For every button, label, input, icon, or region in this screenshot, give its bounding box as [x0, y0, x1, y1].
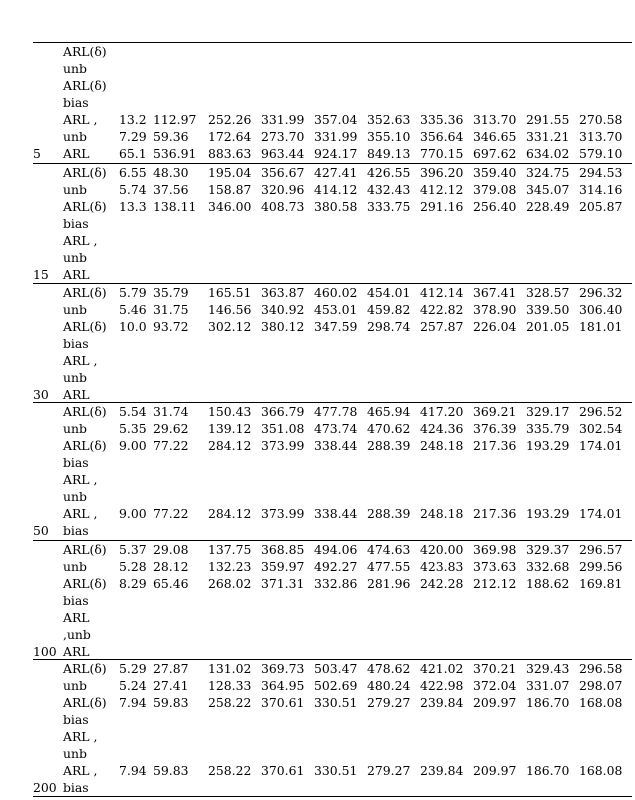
table-cell: 252.26 — [208, 112, 252, 127]
table-cell: 306.40 — [579, 302, 623, 317]
row-label: ARL(δ) — [63, 695, 107, 710]
table-cell: 412.12 — [420, 182, 464, 197]
table-cell: 193.29 — [526, 438, 570, 453]
table-cell: 963.44 — [261, 146, 305, 161]
table-cell: 37.56 — [153, 182, 189, 197]
table-cell: 209.97 — [473, 695, 517, 710]
table-cell: 13.3 — [119, 199, 147, 214]
table-cell: 368.85 — [261, 542, 305, 557]
table-cell: 299.56 — [579, 559, 623, 574]
table-cell: 256.40 — [473, 199, 517, 214]
row-label: unb — [63, 489, 87, 504]
row-label: bias — [63, 523, 89, 538]
table-cell: 93.72 — [153, 319, 189, 334]
row-label: ARL , — [63, 233, 98, 248]
table-cell: 217.36 — [473, 506, 517, 521]
table-cell: 174.01 — [579, 438, 623, 453]
table-cell: 77.22 — [153, 438, 189, 453]
row-label: unb — [63, 559, 87, 574]
table-cell: 5.54 — [119, 404, 147, 419]
row-label: ARL(δ) — [63, 542, 107, 557]
table-cell: 335.79 — [526, 421, 570, 436]
table-cell: 369.21 — [473, 404, 517, 419]
table-cell: 480.24 — [367, 678, 411, 693]
table-cell: 9.00 — [119, 438, 147, 453]
table-cell: 302.12 — [208, 319, 252, 334]
table-cell: 9.00 — [119, 506, 147, 521]
table-cell: 477.55 — [367, 559, 411, 574]
table-cell: 359.40 — [473, 165, 517, 180]
table-cell: 345.07 — [526, 182, 570, 197]
table-cell: 331.21 — [526, 129, 570, 144]
table-cell: 65.46 — [153, 576, 189, 591]
row-label: ARL(δ) — [63, 576, 107, 591]
table-cell: 248.18 — [420, 506, 464, 521]
table-cell: 158.87 — [208, 182, 252, 197]
table-cell: 59.83 — [153, 763, 189, 778]
table-cell: 28.12 — [153, 559, 189, 574]
table-cell: 5.37 — [119, 542, 147, 557]
table-cell: 273.70 — [261, 129, 305, 144]
table-cell: 8.29 — [119, 576, 147, 591]
table-cell: 338.44 — [314, 438, 358, 453]
table-cell: 195.04 — [208, 165, 252, 180]
table-cell: 279.27 — [367, 763, 411, 778]
table-cell: 329.43 — [526, 661, 570, 676]
table-cell: 138.11 — [153, 199, 197, 214]
table-cell: 168.08 — [579, 763, 623, 778]
group-divider — [33, 540, 632, 541]
table-cell: 65.1 — [119, 146, 147, 161]
row-label: ARL(δ) — [63, 78, 107, 93]
table-cell: 186.70 — [526, 763, 570, 778]
table-cell: 396.20 — [420, 165, 464, 180]
table-cell: 168.08 — [579, 695, 623, 710]
table-cell: 770.15 — [420, 146, 464, 161]
row-label: ARL(δ) — [63, 285, 107, 300]
table-cell: 432.43 — [367, 182, 411, 197]
table-cell: 193.29 — [526, 506, 570, 521]
table-cell: 356.67 — [261, 165, 305, 180]
table-cell: 357.04 — [314, 112, 358, 127]
row-label: ARL(δ) — [63, 438, 107, 453]
table-cell: 634.02 — [526, 146, 570, 161]
row-label: ARL , — [63, 472, 98, 487]
table-cell: 502.69 — [314, 678, 358, 693]
table-cell: 284.12 — [208, 438, 252, 453]
row-label: unb — [63, 250, 87, 265]
table-cell: 279.27 — [367, 695, 411, 710]
row-label: ARL(δ) — [63, 199, 107, 214]
row-label: bias — [63, 216, 89, 231]
table-cell: 370.61 — [261, 763, 305, 778]
table-cell: 284.12 — [208, 506, 252, 521]
sample-size-label: 15 — [33, 267, 49, 282]
row-label: unb — [63, 746, 87, 761]
table-cell: 373.99 — [261, 438, 305, 453]
table-cell: 371.31 — [261, 576, 305, 591]
table-cell: 112.97 — [153, 112, 197, 127]
table-cell: 7.94 — [119, 763, 147, 778]
table-cell: 5.24 — [119, 678, 147, 693]
table-cell: 346.65 — [473, 129, 517, 144]
row-label: ARL — [63, 146, 90, 161]
table-cell: 477.78 — [314, 404, 358, 419]
table-cell: 5.28 — [119, 559, 147, 574]
row-label: bias — [63, 712, 89, 727]
row-label: bias — [63, 336, 89, 351]
table-cell: 226.04 — [473, 319, 517, 334]
table-cell: 217.36 — [473, 438, 517, 453]
table-cell: 5.74 — [119, 182, 147, 197]
table-cell: 27.87 — [153, 661, 189, 676]
table-cell: 288.39 — [367, 438, 411, 453]
row-label: ARL — [63, 610, 90, 625]
table-cell: 459.82 — [367, 302, 411, 317]
table-cell: 503.47 — [314, 661, 358, 676]
table-cell: 5.46 — [119, 302, 147, 317]
table-cell: 320.96 — [261, 182, 305, 197]
table-cell: 421.02 — [420, 661, 464, 676]
table-cell: 6.55 — [119, 165, 147, 180]
group-divider — [33, 42, 632, 43]
table-cell: 5.35 — [119, 421, 147, 436]
table-cell: 924.17 — [314, 146, 358, 161]
table-cell: 380.12 — [261, 319, 305, 334]
row-label: ARL(δ) — [63, 44, 107, 59]
table-cell: 281.96 — [367, 576, 411, 591]
table-cell: 697.62 — [473, 146, 517, 161]
table-cell: 10.0 — [119, 319, 147, 334]
table-cell: 291.16 — [420, 199, 464, 214]
table-cell: 417.20 — [420, 404, 464, 419]
table-cell: 332.68 — [526, 559, 570, 574]
table-cell: 355.10 — [367, 129, 411, 144]
table-cell: 408.73 — [261, 199, 305, 214]
table-cell: 258.22 — [208, 763, 252, 778]
table-cell: 453.01 — [314, 302, 358, 317]
table-cell: 412.14 — [420, 285, 464, 300]
row-label: ARL — [63, 267, 90, 282]
table-cell: 460.02 — [314, 285, 358, 300]
table-cell: 201.05 — [526, 319, 570, 334]
table-cell: 205.87 — [579, 199, 623, 214]
table-cell: 165.51 — [208, 285, 252, 300]
group-divider — [33, 163, 632, 164]
table-cell: 378.90 — [473, 302, 517, 317]
table-cell: 302.54 — [579, 421, 623, 436]
row-label: unb — [63, 129, 87, 144]
row-label: unb — [63, 370, 87, 385]
table-cell: 473.74 — [314, 421, 358, 436]
table-cell: 331.99 — [261, 112, 305, 127]
table-cell: 27.41 — [153, 678, 189, 693]
table-cell: 174.01 — [579, 506, 623, 521]
table-cell: 314.16 — [579, 182, 623, 197]
row-label: unb — [63, 182, 87, 197]
table-cell: 35.79 — [153, 285, 189, 300]
table-cell: 328.57 — [526, 285, 570, 300]
table-cell: 59.83 — [153, 695, 189, 710]
table-cell: 426.55 — [367, 165, 411, 180]
table-cell: 181.01 — [579, 319, 623, 334]
table-cell: 422.82 — [420, 302, 464, 317]
group-divider — [33, 659, 632, 660]
table-cell: 294.53 — [579, 165, 623, 180]
table-cell: 239.84 — [420, 763, 464, 778]
table-cell: 335.36 — [420, 112, 464, 127]
sample-size-label: 30 — [33, 387, 49, 402]
row-label: ARL(δ) — [63, 319, 107, 334]
table-cell: 258.22 — [208, 695, 252, 710]
table-cell: 270.58 — [579, 112, 623, 127]
table-cell: 351.08 — [261, 421, 305, 436]
table-cell: 370.21 — [473, 661, 517, 676]
table-cell: 150.43 — [208, 404, 252, 419]
table-cell: 352.63 — [367, 112, 411, 127]
table-cell: 369.73 — [261, 661, 305, 676]
table-cell: 370.61 — [261, 695, 305, 710]
table-cell: 379.08 — [473, 182, 517, 197]
table-cell: 7.94 — [119, 695, 147, 710]
row-label: ARL , — [63, 763, 98, 778]
table-cell: 298.74 — [367, 319, 411, 334]
sample-size-label: 200 — [33, 780, 57, 795]
table-cell: 31.74 — [153, 404, 189, 419]
table-cell: 131.02 — [208, 661, 252, 676]
table-cell: 329.37 — [526, 542, 570, 557]
table-cell: 373.63 — [473, 559, 517, 574]
table-cell: 29.62 — [153, 421, 189, 436]
table-cell: 579.10 — [579, 146, 623, 161]
table-cell: 288.39 — [367, 506, 411, 521]
row-label: unb — [63, 421, 87, 436]
table-cell: 331.07 — [526, 678, 570, 693]
table-cell: 291.55 — [526, 112, 570, 127]
table-cell: 373.99 — [261, 506, 305, 521]
table-cell: 376.39 — [473, 421, 517, 436]
table-cell: 422.98 — [420, 678, 464, 693]
table-cell: 367.41 — [473, 285, 517, 300]
table-cell: 324.75 — [526, 165, 570, 180]
table-cell: 470.62 — [367, 421, 411, 436]
table-cell: 296.57 — [579, 542, 623, 557]
table-cell: 212.12 — [473, 576, 517, 591]
table-cell: 424.36 — [420, 421, 464, 436]
table-cell: 186.70 — [526, 695, 570, 710]
table-cell: 228.49 — [526, 199, 570, 214]
sample-size-label: 50 — [33, 523, 49, 538]
table-cell: 883.63 — [208, 146, 252, 161]
row-label: ARL(δ) — [63, 404, 107, 419]
table-cell: 363.87 — [261, 285, 305, 300]
table-cell: 380.58 — [314, 199, 358, 214]
table-cell: 420.00 — [420, 542, 464, 557]
table-cell: 29.08 — [153, 542, 189, 557]
row-label: ARL — [63, 387, 90, 402]
table-cell: 132.23 — [208, 559, 252, 574]
table-cell: 339.50 — [526, 302, 570, 317]
row-label: unb — [63, 61, 87, 76]
table-cell: 849.13 — [367, 146, 411, 161]
group-divider — [33, 283, 632, 284]
table-cell: 298.07 — [579, 678, 623, 693]
table-cell: 313.70 — [473, 112, 517, 127]
table-cell: 268.02 — [208, 576, 252, 591]
table-cell: 146.56 — [208, 302, 252, 317]
row-label: ARL , — [63, 729, 98, 744]
table-cell: 474.63 — [367, 542, 411, 557]
table-cell: 372.04 — [473, 678, 517, 693]
table-cell: 366.79 — [261, 404, 305, 419]
table-cell: 356.64 — [420, 129, 464, 144]
table-cell: 137.75 — [208, 542, 252, 557]
table-cell: 248.18 — [420, 438, 464, 453]
sample-size-label: 5 — [33, 146, 41, 161]
table-cell: 346.00 — [208, 199, 252, 214]
table-cell: 338.44 — [314, 506, 358, 521]
table-bottom-rule — [33, 796, 632, 797]
table-cell: 329.17 — [526, 404, 570, 419]
row-label: bias — [63, 455, 89, 470]
table-cell: 492.27 — [314, 559, 358, 574]
table-cell: 347.59 — [314, 319, 358, 334]
table-cell: 465.94 — [367, 404, 411, 419]
table-cell: 369.98 — [473, 542, 517, 557]
table-cell: 494.06 — [314, 542, 358, 557]
row-label: ARL(δ) — [63, 661, 107, 676]
table-cell: 172.64 — [208, 129, 252, 144]
table-cell: 209.97 — [473, 763, 517, 778]
table-cell: 296.32 — [579, 285, 623, 300]
table-cell: 296.58 — [579, 661, 623, 676]
table-cell: 13.2 — [119, 112, 147, 127]
row-label: ARL , — [63, 506, 98, 521]
table-cell: 331.99 — [314, 129, 358, 144]
table-cell: 188.62 — [526, 576, 570, 591]
table-cell: 454.01 — [367, 285, 411, 300]
row-label: ARL — [63, 644, 90, 659]
table-cell: 478.62 — [367, 661, 411, 676]
row-label: ARL , — [63, 112, 98, 127]
table-cell: 5.29 — [119, 661, 147, 676]
row-label: ARL(δ) — [63, 165, 107, 180]
table-cell: 31.75 — [153, 302, 189, 317]
table-cell: 239.84 — [420, 695, 464, 710]
row-label: bias — [63, 780, 89, 795]
table-cell: 7.29 — [119, 129, 147, 144]
sample-size-label: 100 — [33, 644, 57, 659]
row-label: bias — [63, 593, 89, 608]
table-cell: 77.22 — [153, 506, 189, 521]
table-cell: 330.51 — [314, 695, 358, 710]
table-cell: 332.86 — [314, 576, 358, 591]
table-cell: 536.91 — [153, 146, 197, 161]
row-label: bias — [63, 95, 89, 110]
table-cell: 359.97 — [261, 559, 305, 574]
row-label: ,unb — [63, 627, 91, 642]
table-cell: 364.95 — [261, 678, 305, 693]
row-label: unb — [63, 302, 87, 317]
table-cell: 333.75 — [367, 199, 411, 214]
table-cell: 423.83 — [420, 559, 464, 574]
table-cell: 48.30 — [153, 165, 189, 180]
table-cell: 59.36 — [153, 129, 189, 144]
table-cell: 414.12 — [314, 182, 358, 197]
row-label: unb — [63, 678, 87, 693]
table-cell: 296.52 — [579, 404, 623, 419]
table-cell: 242.28 — [420, 576, 464, 591]
table-cell: 5.79 — [119, 285, 147, 300]
table-cell: 169.81 — [579, 576, 623, 591]
table-cell: 330.51 — [314, 763, 358, 778]
table-cell: 340.92 — [261, 302, 305, 317]
table-cell: 427.41 — [314, 165, 358, 180]
table-cell: 257.87 — [420, 319, 464, 334]
group-divider — [33, 402, 632, 403]
table-cell: 128.33 — [208, 678, 252, 693]
table-cell: 139.12 — [208, 421, 252, 436]
table-cell: 313.70 — [579, 129, 623, 144]
row-label: ARL , — [63, 353, 98, 368]
